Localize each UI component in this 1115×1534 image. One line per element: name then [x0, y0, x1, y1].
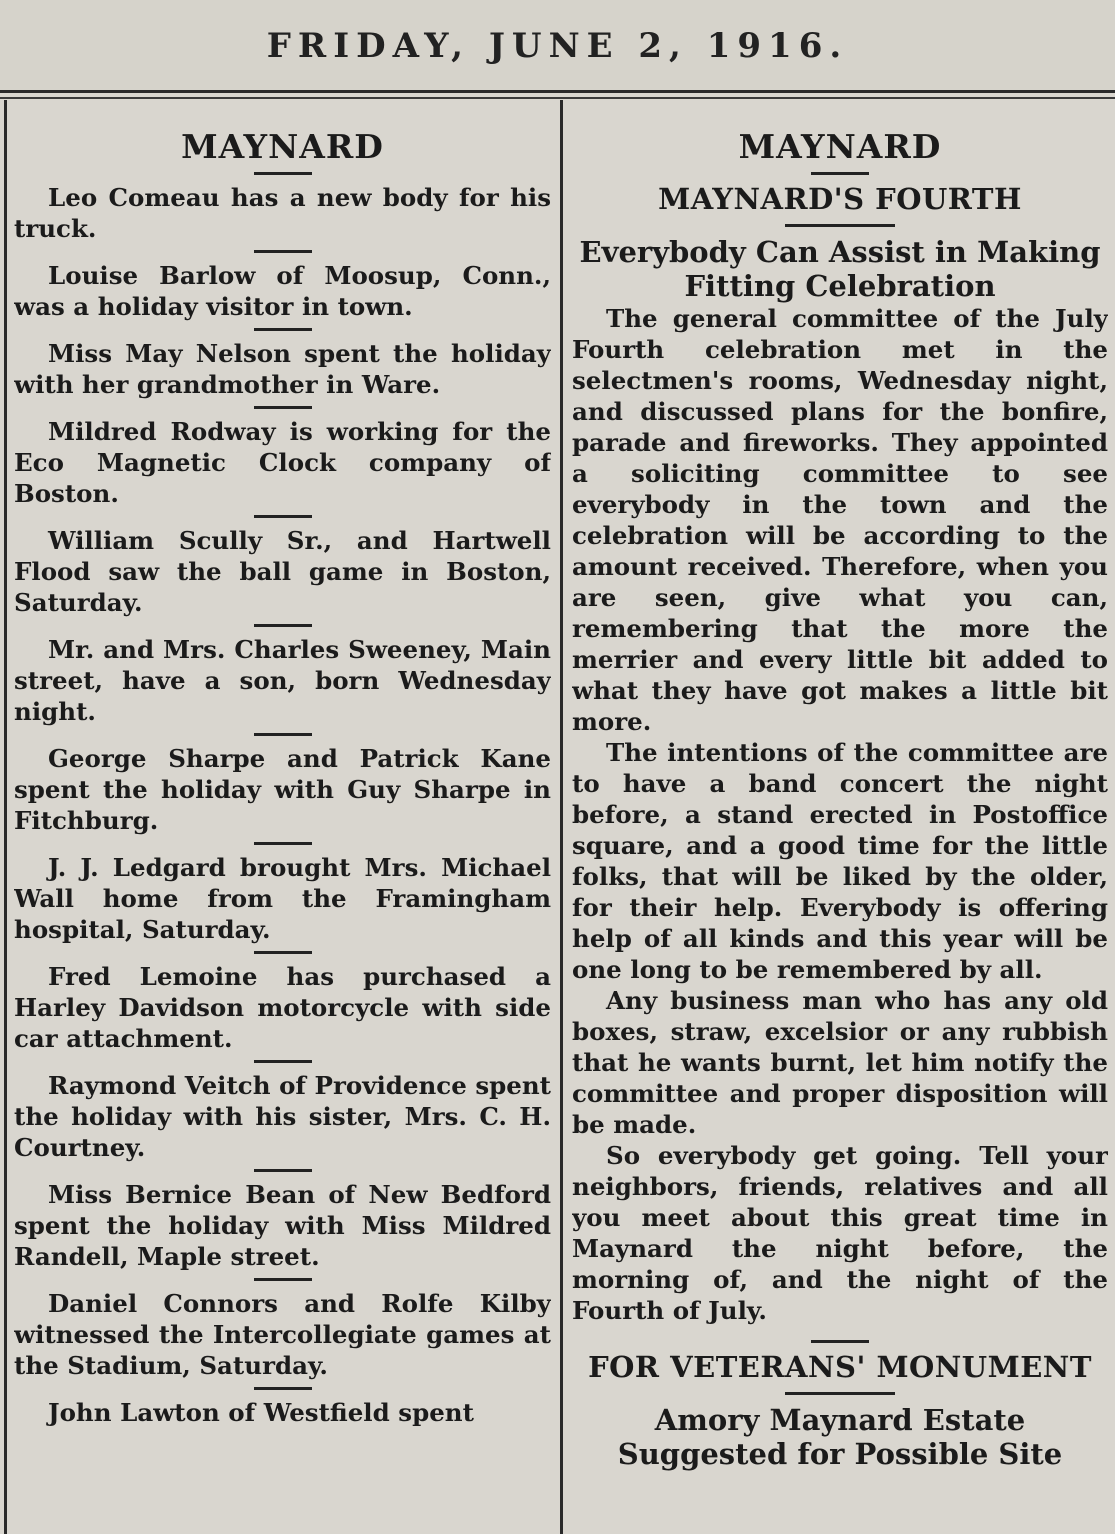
item-rule — [254, 1387, 312, 1390]
news-item: Mr. and Mrs. Charles Sweeney, Main street, have a son, born Wednesday night. — [14, 635, 551, 726]
item-rule — [254, 250, 312, 253]
item-rule — [254, 406, 312, 409]
story-paragraph: The intentions of the committee are to have a band concert the night before, a stand erected in Postoffice square, and a good time for the little folks, that will be liked by the older, for their help. Everybody is offering help of all kinds and this year will be one long to be remembered by all. — [572, 738, 1108, 984]
story-paragraph: The general committee of the July Fourth celebration met in the selectmen's rooms, Wednesday night, and discussed plans for the bonfire, parade and fireworks. They appointed a soliciting committee to see everybody in the town and the celebration will be according to the amount received. Therefore, when you are seen, give what you can, remembering that the more the merrier and every little bit added to what they have got makes a little bit more. — [572, 304, 1108, 736]
item-rule — [254, 624, 312, 627]
story-title-rule — [785, 224, 895, 227]
story-title-rule — [785, 1392, 895, 1395]
story-separator-rule — [811, 1340, 869, 1343]
story-paragraph: So everybody get going. Tell your neighbors, friends, relatives and all you meet about this great time in Maynard the night before, the morning of, and the night of the Fourth of July. — [572, 1141, 1108, 1325]
item-rule — [254, 328, 312, 331]
item-rule — [254, 1169, 312, 1172]
right-column — [572, 100, 1108, 1534]
column-divider — [560, 100, 563, 1534]
item-rule — [254, 951, 312, 954]
left-column-heading: MAYNARD — [181, 127, 384, 166]
item-rule — [254, 842, 312, 845]
story-title: FOR VETERANS' MONUMENT — [588, 1350, 1092, 1384]
news-item: Leo Comeau has a new body for his truck. — [14, 183, 551, 243]
item-rule — [254, 515, 312, 518]
item-rule — [254, 1278, 312, 1281]
masthead — [0, 0, 1115, 92]
masthead-rule-secondary — [0, 97, 1115, 99]
news-item: William Scully Sr., and Hartwell Flood saw the ball game in Boston, Saturday. — [14, 526, 551, 617]
heading-rule — [254, 172, 312, 175]
left-border — [4, 100, 7, 1534]
news-item: Raymond Veitch of Providence spent the holiday with his sister, Mrs. C. H. Courtney. — [14, 1071, 551, 1162]
issue-date: FRIDAY, JUNE 2, 1916. — [266, 26, 849, 66]
story-deck: Amory Maynard Estate Suggested for Possible Site — [617, 1403, 1063, 1471]
news-item: Miss May Nelson spent the holiday with her grandmother in Ware. — [14, 339, 551, 399]
news-item: Mildred Rodway is working for the Eco Magnetic Clock company of Boston. — [14, 417, 551, 508]
story-title: MAYNARD'S FOURTH — [658, 182, 1022, 216]
news-item: Louise Barlow of Moosup, Conn., was a holiday visitor in town. — [14, 261, 551, 321]
right-column-heading: MAYNARD — [738, 127, 942, 166]
story-deck: Everybody Can Assist in Making Fitting Celebration — [579, 235, 1101, 303]
heading-rule — [811, 172, 869, 175]
item-rule — [254, 1060, 312, 1063]
news-item: Miss Bernice Bean of New Bedford spent the holiday with Miss Mildred Randell, Maple street. — [14, 1180, 551, 1271]
story-paragraph: Any business man who has any old boxes, straw, excelsior or any rubbish that he wants burnt, let him notify the committee and proper disposition will be made. — [572, 986, 1108, 1139]
news-item: Daniel Connors and Rolfe Kilby witnessed the Intercollegiate games at the Stadium, Saturday. — [14, 1289, 551, 1380]
left-column — [14, 100, 551, 1534]
news-item: J. J. Ledgard brought Mrs. Michael Wall home from the Framingham hospital, Saturday. — [14, 853, 551, 944]
masthead-rule — [0, 90, 1115, 93]
news-item: Fred Lemoine has purchased a Harley Davidson motorcycle with side car attachment. — [14, 962, 551, 1053]
item-rule — [254, 733, 312, 736]
news-item: George Sharpe and Patrick Kane spent the holiday with Guy Sharpe in Fitchburg. — [14, 744, 551, 835]
news-item: John Lawton of Westfield spent — [48, 1398, 474, 1427]
